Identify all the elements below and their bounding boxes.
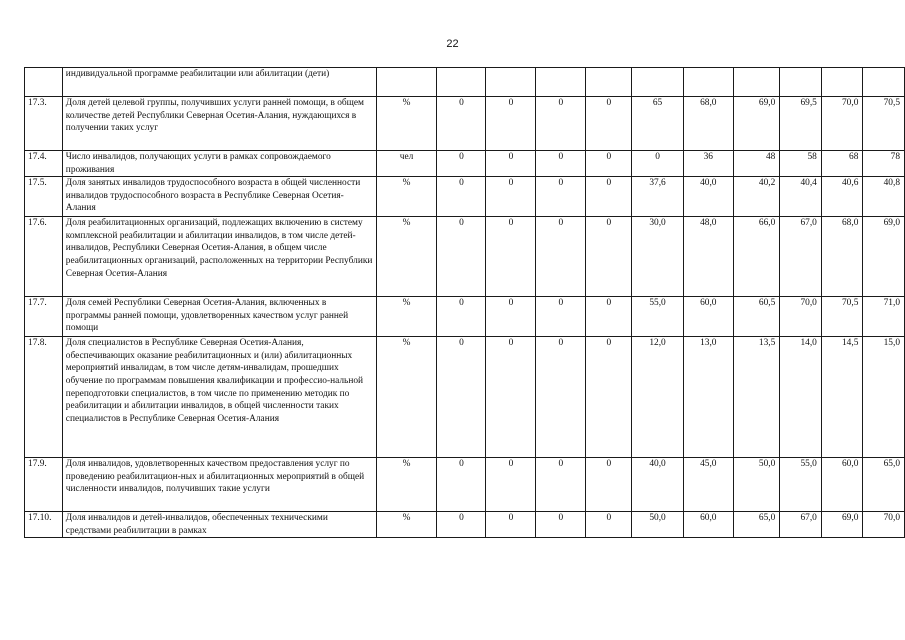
value-cell: 0 <box>586 151 632 177</box>
value-cell <box>586 68 632 97</box>
table-row <box>25 458 905 512</box>
value-cell <box>683 68 733 97</box>
table-row <box>25 337 905 458</box>
value-cell: 0 <box>586 97 632 151</box>
value-cell: 40,6 <box>821 177 863 217</box>
value-cell: 14,0 <box>780 337 822 458</box>
value-cell: 40,8 <box>863 177 905 217</box>
value-cell: 0 <box>486 337 536 458</box>
unit-cell: % <box>376 458 437 512</box>
value-cell <box>821 68 863 97</box>
value-cell: 60,0 <box>821 458 863 512</box>
value-cell <box>863 68 905 97</box>
value-cell: 0 <box>536 458 586 512</box>
value-cell <box>486 68 536 97</box>
value-cell: 55,0 <box>780 458 822 512</box>
value-cell: 70,0 <box>863 512 905 538</box>
indicators-table <box>24 67 905 538</box>
indicator-name-cell: Доля инвалидов, удовлетворенных качеством предоставления услуг по проведению реабилитацион-ных и абилитационных мероприятий в общей численности инвалидов, получивших такие услуги <box>62 458 376 512</box>
value-cell: 0 <box>586 297 632 337</box>
table-row <box>25 151 905 177</box>
value-cell: 50,0 <box>733 458 779 512</box>
value-cell: 70,0 <box>780 297 822 337</box>
value-cell: 65 <box>632 97 683 151</box>
value-cell: 68,0 <box>821 217 863 297</box>
value-cell: 0 <box>437 297 486 337</box>
value-cell: 65,0 <box>863 458 905 512</box>
indicator-name-cell: Доля инвалидов и детей-инвалидов, обеспеченных техническими средствами реабилитации в рамках <box>62 512 376 538</box>
value-cell: 0 <box>437 97 486 151</box>
table-row <box>25 217 905 297</box>
value-cell: 60,0 <box>683 512 733 538</box>
row-number-cell: 17.6. <box>25 217 63 297</box>
value-cell: 50,0 <box>632 512 683 538</box>
value-cell: 36 <box>683 151 733 177</box>
value-cell: 71,0 <box>863 297 905 337</box>
value-cell: 0 <box>437 337 486 458</box>
value-cell: 0 <box>437 458 486 512</box>
value-cell: 45,0 <box>683 458 733 512</box>
table-row <box>25 177 905 217</box>
value-cell <box>437 68 486 97</box>
value-cell: 0 <box>437 151 486 177</box>
table-body <box>25 68 905 538</box>
value-cell: 0 <box>486 151 536 177</box>
value-cell: 0 <box>536 297 586 337</box>
value-cell: 40,0 <box>632 458 683 512</box>
value-cell: 78 <box>863 151 905 177</box>
value-cell: 0 <box>486 97 536 151</box>
table-row <box>25 297 905 337</box>
row-number-cell: 17.3. <box>25 97 63 151</box>
page-number: 22 <box>446 38 459 50</box>
row-number-cell: 17.9. <box>25 458 63 512</box>
indicator-name-cell: Доля детей целевой группы, получивших услуги ранней помощи, в общем количестве детей Республики Северная Осетия-Алания, нуждающихся в получении таких услуг <box>62 97 376 151</box>
value-cell: 58 <box>780 151 822 177</box>
unit-cell <box>376 68 437 97</box>
unit-cell: % <box>376 97 437 151</box>
value-cell <box>780 68 822 97</box>
unit-cell: % <box>376 217 437 297</box>
unit-cell: % <box>376 177 437 217</box>
indicator-name-cell: Доля реабилитационных организаций, подлежащих включению в систему комплексной реабилитации и абилитации инвалидов, в том числе детей-инвалидов, Республики Северная Осетия-Алания, в общем числе реабилитационных организаций, расположенных на территории Республики Северная Осетия-Алания <box>62 217 376 297</box>
value-cell: 0 <box>486 458 536 512</box>
value-cell: 0 <box>586 217 632 297</box>
value-cell: 0 <box>437 177 486 217</box>
value-cell: 0 <box>536 151 586 177</box>
value-cell: 0 <box>486 217 536 297</box>
value-cell: 69,5 <box>780 97 822 151</box>
value-cell: 40,4 <box>780 177 822 217</box>
value-cell: 30,0 <box>632 217 683 297</box>
value-cell: 60,0 <box>683 297 733 337</box>
indicator-name-cell: Доля занятых инвалидов трудоспособного возраста в общей численности инвалидов трудоспособного возраста в Республике Северная Осетия-Алания <box>62 177 376 217</box>
value-cell: 70,0 <box>821 97 863 151</box>
value-cell: 55,0 <box>632 297 683 337</box>
unit-cell: чел <box>376 151 437 177</box>
value-cell: 0 <box>586 177 632 217</box>
value-cell: 0 <box>536 177 586 217</box>
value-cell: 68 <box>821 151 863 177</box>
row-number-cell: 17.4. <box>25 151 63 177</box>
value-cell: 12,0 <box>632 337 683 458</box>
value-cell: 40,0 <box>683 177 733 217</box>
value-cell: 0 <box>586 337 632 458</box>
row-number-cell: 17.8. <box>25 337 63 458</box>
value-cell: 0 <box>536 217 586 297</box>
value-cell: 0 <box>536 97 586 151</box>
value-cell: 0 <box>632 151 683 177</box>
value-cell: 60,5 <box>733 297 779 337</box>
value-cell: 0 <box>536 512 586 538</box>
value-cell: 40,2 <box>733 177 779 217</box>
value-cell: 48 <box>733 151 779 177</box>
value-cell: 65,0 <box>733 512 779 538</box>
value-cell: 67,0 <box>780 217 822 297</box>
value-cell <box>733 68 779 97</box>
value-cell: 0 <box>486 177 536 217</box>
value-cell: 48,0 <box>683 217 733 297</box>
value-cell: 0 <box>486 297 536 337</box>
value-cell: 0 <box>586 458 632 512</box>
row-number-cell <box>25 68 63 97</box>
unit-cell: % <box>376 512 437 538</box>
table-row <box>25 512 905 538</box>
row-number-cell: 17.5. <box>25 177 63 217</box>
value-cell: 69,0 <box>733 97 779 151</box>
value-cell: 70,5 <box>863 97 905 151</box>
value-cell: 14,5 <box>821 337 863 458</box>
value-cell <box>632 68 683 97</box>
unit-cell: % <box>376 297 437 337</box>
value-cell: 13,5 <box>733 337 779 458</box>
indicator-name-cell: Доля специалистов в Республике Северная Осетия-Алания, обеспечивающих оказание реабилитационных и (или) абилитационных мероприятий инвалидам, в том числе детям-инвалидам, прошедших обучение по программам повышения квалификации и профессио-нальной переподготовки специалистов, в том числе по применению методик по реабилитации и абилитации инвалидов, в общей численности таких специалистов в Республике Северная Осетия-Алания <box>62 337 376 458</box>
value-cell: 37,6 <box>632 177 683 217</box>
value-cell: 0 <box>437 512 486 538</box>
value-cell: 15,0 <box>863 337 905 458</box>
value-cell: 0 <box>486 512 536 538</box>
table-row <box>25 68 905 97</box>
value-cell: 66,0 <box>733 217 779 297</box>
value-cell: 0 <box>586 512 632 538</box>
indicator-name-cell: Доля семей Республики Северная Осетия-Алания, включенных в программы ранней помощи, удовлетворенных качеством услуг ранней помощи <box>62 297 376 337</box>
value-cell <box>536 68 586 97</box>
value-cell: 68,0 <box>683 97 733 151</box>
indicator-name-cell: Число инвалидов, получающих услуги в рамках сопровождаемого проживания <box>62 151 376 177</box>
value-cell: 67,0 <box>780 512 822 538</box>
value-cell: 69,0 <box>863 217 905 297</box>
table-row <box>25 97 905 151</box>
unit-cell: % <box>376 337 437 458</box>
value-cell: 0 <box>536 337 586 458</box>
value-cell: 0 <box>437 217 486 297</box>
indicator-name-cell: индивидуальной программе реабилитации или абилитации (дети) <box>62 68 376 97</box>
value-cell: 69,0 <box>821 512 863 538</box>
value-cell: 70,5 <box>821 297 863 337</box>
row-number-cell: 17.10. <box>25 512 63 538</box>
value-cell: 13,0 <box>683 337 733 458</box>
row-number-cell: 17.7. <box>25 297 63 337</box>
